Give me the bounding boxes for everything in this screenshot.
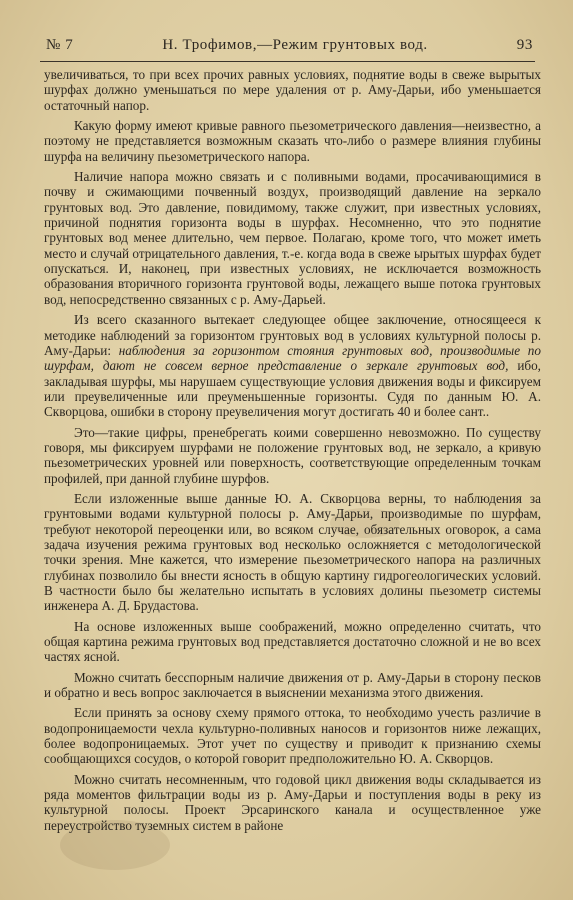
paragraph: Можно считать бесспорным наличие движения от р. Аму-Дарьи в сторону песков и обратно и весь вопрос заключается в выяснении механизма этого движения. [44,669,541,701]
italic-emphasis: наблюдения за горизонтом стояния грунтовых вод, производимые по шурфам, дают не совсем верное представление о зеркале грунтовых вод, [44,342,541,374]
paragraph-text: Из всего сказанного вытекает следующее общее заключение, относящееся к методике наблюдений за горизонтом грунтовых вод в условиях культурной полосы р. Аму-Дарьи: [44,312,541,358]
paragraph-conclusion [44,312,541,419]
paragraph: Наличие напора можно связать и с поливными водами, просачивающимися в почву и сжимающими почвенный воздух, производящий давление на зеркало грунтовых вод. Это давление, повидимому, также служит, при известных условиях, причиной поднятия горизонта воды в шурфах. Несомненно, что это поднятие грунтовых вод менее длительно, чем первое. Полагаю, кроме того, что может иметь место и случай отрицательного давления, т.-е. когда вода в свеже ырытых шурфах будет опускаться. И, наконец, при известных условиях, не исключается возможность образования вторичного горизонта грунтовой воды, лежащего выше потока грунтовых вод, непосредственно связанных с р. Аму-Дарьей. [44,169,541,307]
paragraph-text: ибо, закладывая шурфы, мы нарушаем существующие условия движения воды и фиксируем или преувеличенные или преуменьшенные горизонты. Судя по данным Ю. А. Скворцова, ошибки в сторону преувеличения могут достигать 40 и более сант.. [44,358,541,420]
issue-number: № 7 [46,36,74,53]
paragraph: Если изложенные выше данные Ю. А. Скворцова верны, то наблюдения за грунтовыми водами культурной полосы р. Аму-Дарьи, производимые по шурфам, требуют некоторой переоценки или, во всяком случае, обязательных оговорок, а сама задача изучения режима грунтовых вод несколько осложняется с методологической точки зрения. Мне кажется, что измерение пьезометрического напора на различных глубинах позволило бы внести ясность в общую картину гидрогеологических условий. В частности было бы желательно испытать в условиях долины пьезометр системы инженера А. Д. Брудастова. [44,490,541,614]
running-header [46,34,533,56]
article-body [44,67,541,838]
paragraph: Можно считать несомненным, что годовой цикл движения воды складывается из ряда моментов фильтрации воды из р. Аму-Дарьи и поступления воды в реку из культурной полосы. Проект Эрсаринского канала и осуществленное уже переустройство туземных систем в районе [44,771,541,833]
page-number: 93 [516,36,533,53]
paragraph: На основе изложенных выше соображений, можно определенно считать, что общая картина режима грунтовых вод представляется достаточно сложной и не во всех частях ясной. [44,618,541,665]
paragraph: Если принять за основу схему прямого оттока, то необходимо учесть различие в водопроницаемости чехла культурно-поливных наносов и горизонтов ниже лежащих, более водопроницаемых. Этот учет по существу и приводит к признанию схемы сообщающихся сосудов, о которой говорит предположительно Ю. А. Скворцов. [44,705,541,767]
paragraph: Какую форму имеют кривые равного пьезометрического давления—неизвестно, а поэтому не представляется возможным сказать что-либо о размере влияния глубины шурфа на величину пьезометрического напора. [44,118,541,164]
header-divider [40,61,535,62]
paragraph: Это—такие цифры, пренебрегать коими совершенно невозможно. По существу говоря, мы фиксируем шурфами не положение грунтовых вод, не зеркало, а кривую пьезометрических уровней или поверхность, соответствующие определенным точкам профилей, при данной глубине шурфов. [44,424,541,486]
running-title: Н. Трофимов,—Режим грунтовых вод. [162,36,428,53]
paragraph: увеличиваться, то при всех прочих равных условиях, поднятие воды в свеже вырытых шурфах должно уменьшаться по мере удаления от р. Аму-Дарьи, ибо уменьшается остаточный напор. [44,67,541,113]
